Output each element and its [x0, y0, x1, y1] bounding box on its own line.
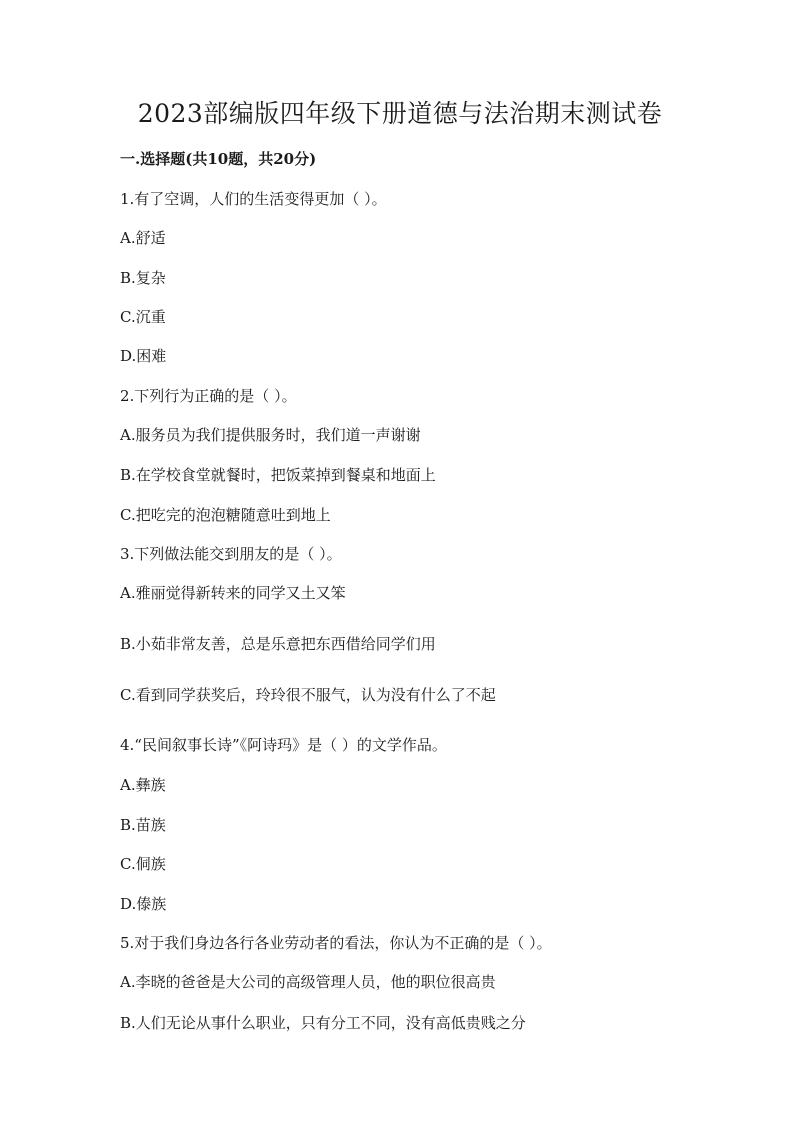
- question-1-option-b: B.复杂: [120, 269, 166, 287]
- question-5-option-a: A.李晓的爸爸是大公司的高级管理人员，他的职位很高贵: [120, 973, 496, 991]
- question-3-option-c: C.看到同学获奖后，玲玲很不服气，认为没有什么了不起: [120, 686, 496, 704]
- question-2-option-b: B.在学校食堂就餐时，把饭菜掉到餐桌和地面上: [120, 466, 436, 484]
- section-heading: 一.选择题(共10题，共20分): [120, 150, 317, 168]
- question-1-option-a: A.舒适: [120, 229, 166, 247]
- exam-title: 2023部编版四年级下册道德与法治期末测试卷: [137, 99, 663, 128]
- question-1-option-d: D.困难: [120, 347, 167, 365]
- question-4-option-c: C.侗族: [120, 855, 166, 873]
- question-5-option-b: B.人们无论从事什么职业，只有分工不同，没有高低贵贱之分: [120, 1014, 526, 1032]
- question-2-option-a: A.服务员为我们提供服务时，我们道一声谢谢: [120, 426, 421, 444]
- question-3-option-b: B.小茹非常友善，总是乐意把东西借给同学们用: [120, 635, 436, 653]
- question-4-option-b: B.苗族: [120, 816, 166, 834]
- question-3-option-a: A.雅丽觉得新转来的同学又土又笨: [120, 584, 346, 602]
- question-3-stem: 3.下列做法能交到朋友的是（ ）。: [120, 545, 342, 563]
- question-5-stem: 5.对于我们身边各行各业劳动者的看法，你认为不正确的是（ ）。: [120, 934, 552, 952]
- question-4-option-a: A.彝族: [120, 776, 166, 794]
- question-4-option-d: D.傣族: [120, 895, 167, 913]
- question-1-stem: 1.有了空调，人们的生活变得更加（ ）。: [120, 190, 387, 208]
- question-4-stem: 4.“民间叙事长诗”《阿诗玛》是（ ）的文学作品。: [120, 736, 447, 754]
- question-2-option-c: C.把吃完的泡泡糖随意吐到地上: [120, 506, 331, 524]
- question-2-stem: 2.下列行为正确的是（ ）。: [120, 387, 297, 405]
- question-1-option-c: C.沉重: [120, 308, 166, 326]
